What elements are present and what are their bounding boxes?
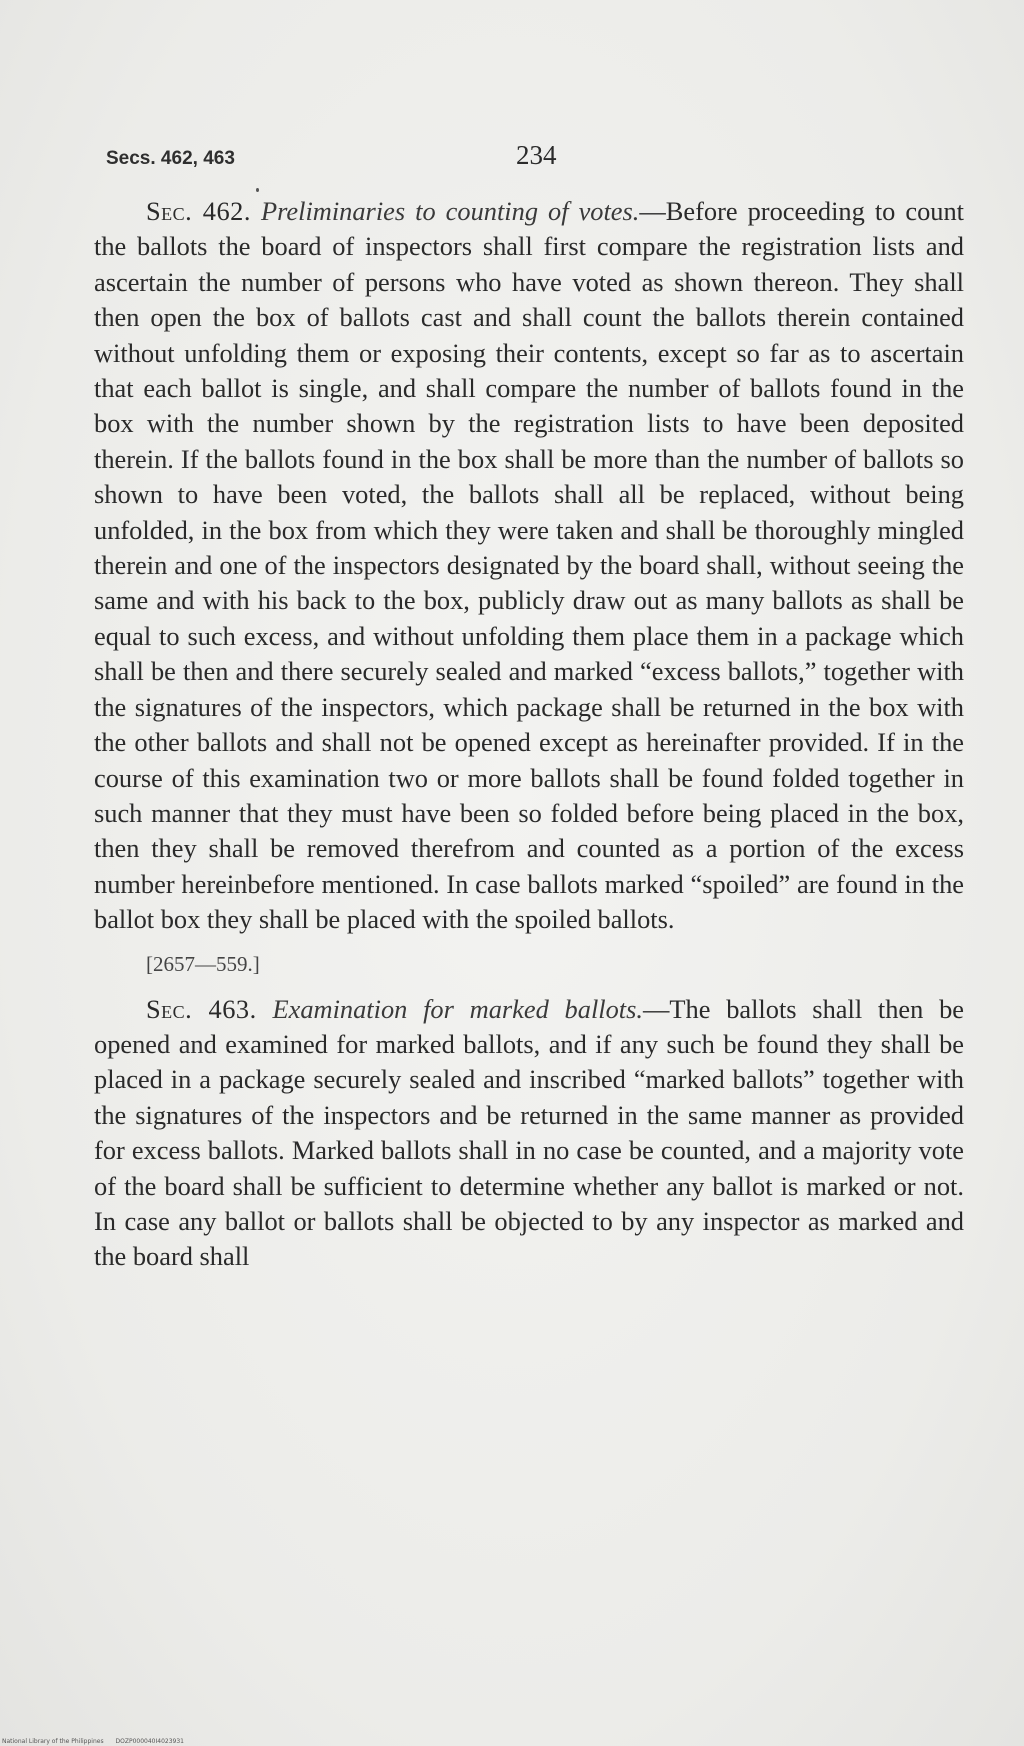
section-463-heading: Examination for marked ballots. xyxy=(272,993,644,1024)
section-463-text: —The ballots shall then be opened and examined for marked ballots, and if any such be found they shall be placed in a package securely sealed and inscribed “marked ballots” together with the signatures of the inspectors and be returned in the same manner as provided for excess ballots. Marked ballots shall in no case be counted, and a majority vote of the board shall be sufficient to determine whether any ballot is marked or not. In case any ballot or ballots shall be objected to by any inspector as marked and the board shall xyxy=(94,993,965,1272)
print-speck xyxy=(256,188,259,192)
citation: [2657—559.] xyxy=(146,951,260,976)
section-462 xyxy=(94,194,964,938)
page-number: 234 xyxy=(516,140,557,170)
footer-identifier: DOZP000040I4023931 xyxy=(115,1738,184,1745)
scan-footer xyxy=(2,1738,194,1745)
section-462-heading: Preliminaries to counting of votes. xyxy=(260,196,640,226)
running-head-sections: Secs. 462, 463 xyxy=(106,148,235,169)
section-463-label: Sec. 463. xyxy=(146,993,257,1024)
running-head xyxy=(106,140,961,180)
body-text xyxy=(94,194,964,1275)
section-462-text: —Before proceeding to count the ballots the board of inspectors shall first compare the registration lists and ascertain the number of persons who have voted as shown thereon. They shall then open the box of ballots cast and shall count the ballots therein contained without unfolding them or exposing their contents, except so far as to ascertain that each ballot is single, and shall compare the number of ballots found in the box with the number shown by the registration lists to have been deposited therein. If the ballots found in the box shall be more than the number of ballots so shown to have been voted, the ballots shall all be replaced, without being unfolded, in the box from which they were taken and shall be thoroughly mingled therein and one of the inspectors designated by the board shall, without seeing the same and with his back to the box, publicly draw out as many ballots as shall be equal to such excess, and without unfolding them place them in a package which shall be then and there securely sealed and marked “excess ballots,” together with the signatures of the inspectors, which package shall be returned in the box with the other ballots and shall not be opened except as hereinafter provided. If in the course of this examination two or more ballots shall be found folded together in such manner that they must have been so folded before being placed in the box, then they shall be removed therefrom and counted as a portion of the excess number hereinbefore mentioned. In case ballots marked “spoiled” are found in the ballot box they shall be placed with the spoiled ballots. xyxy=(94,196,964,935)
footer-institution: National Library of the Philippines xyxy=(2,1738,104,1745)
section-462-label: Sec. 462. xyxy=(146,196,251,226)
section-463 xyxy=(94,992,964,1275)
